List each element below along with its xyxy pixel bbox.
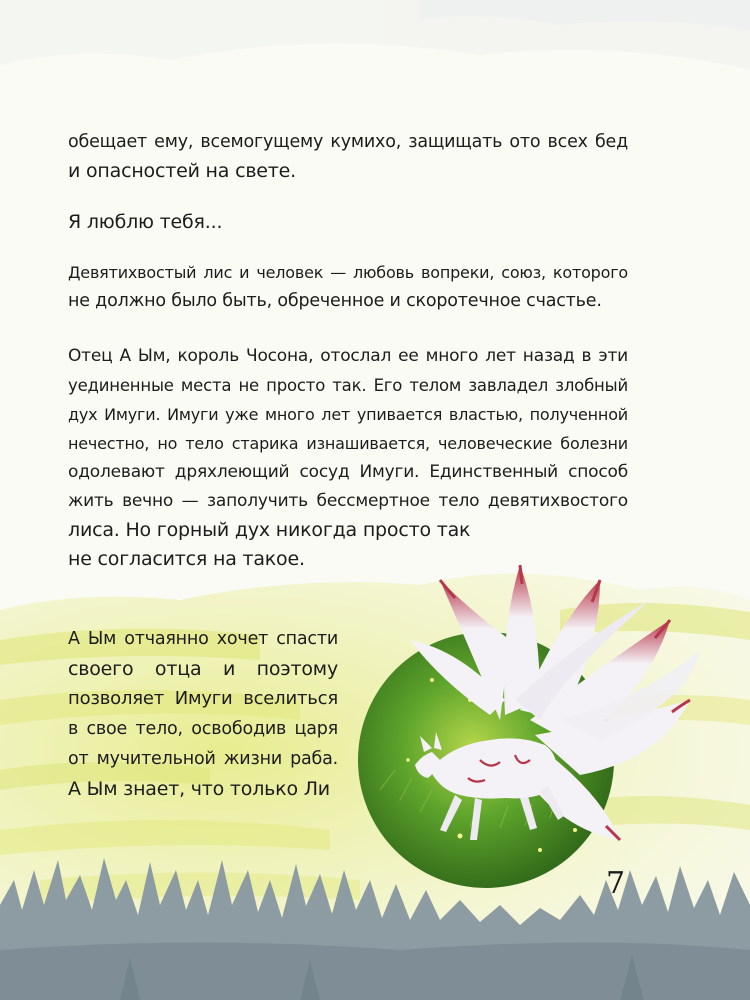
paragraph-4-line-1: Отец А Ым, король Чосона, отослал ее много лет назад в эти — [68, 346, 628, 366]
paragraph-3-line-2: не должно было быть, обреченное и скоротечное счастье. — [68, 291, 602, 311]
paragraph-4-line-5: одолевают дряхлеющий сосуд Имуги. Единственный способ — [68, 462, 628, 482]
paragraph-4-line-4: нечестно, но тело старика изнашивается, человеческие болезни — [68, 434, 628, 453]
paragraph-5-line-2: своего отца и поэтому — [68, 658, 338, 680]
paragraph-4-line-3: дух Имуги. Имуги уже много лет упивается властью, полученной — [68, 405, 628, 424]
paragraph-5-line-1: А Ым отчаянно хочет спасти — [68, 629, 338, 649]
paragraph-5-line-3: позволяет Имуги вселиться — [68, 688, 338, 709]
paragraph-5 — [68, 624, 338, 804]
top-wash — [0, 0, 750, 70]
paragraph-5-line-4: в свое тело, освободив царя — [68, 719, 338, 739]
paragraph-5-line-5: от мучительной жизни раба. — [68, 749, 338, 769]
paragraph-4-line-8: не согласится на такое. — [68, 548, 305, 570]
paragraph-3 — [68, 258, 628, 316]
paragraph-1 — [68, 128, 628, 186]
paragraph-4-line-6: жить вечно — заполучить бессмертное тело девятихвостого — [68, 491, 628, 511]
paragraph-1-line-1: обещает ему, всемогущему кумихо, защищать ото всех бед — [68, 132, 628, 152]
paragraph-2-line-1: Я люблю тебя... — [68, 211, 223, 233]
paragraph-1-line-2: и опасностей на свете. — [68, 160, 296, 182]
paragraph-3-line-1: Девятихвостый лис и человек — любовь вопреки, союз, которого — [68, 263, 628, 282]
page-number: 7 — [606, 866, 626, 901]
paragraph-4-line-2: уединенные места не просто так. Его телом завладел злобный — [68, 376, 628, 395]
paragraph-4-line-7: лиса. Но горный дух никогда просто так — [68, 519, 471, 541]
paragraph-2 — [68, 208, 628, 237]
paragraph-5-line-6: А Ым знает, что только Ли — [68, 778, 330, 800]
paragraph-4 — [68, 342, 628, 574]
